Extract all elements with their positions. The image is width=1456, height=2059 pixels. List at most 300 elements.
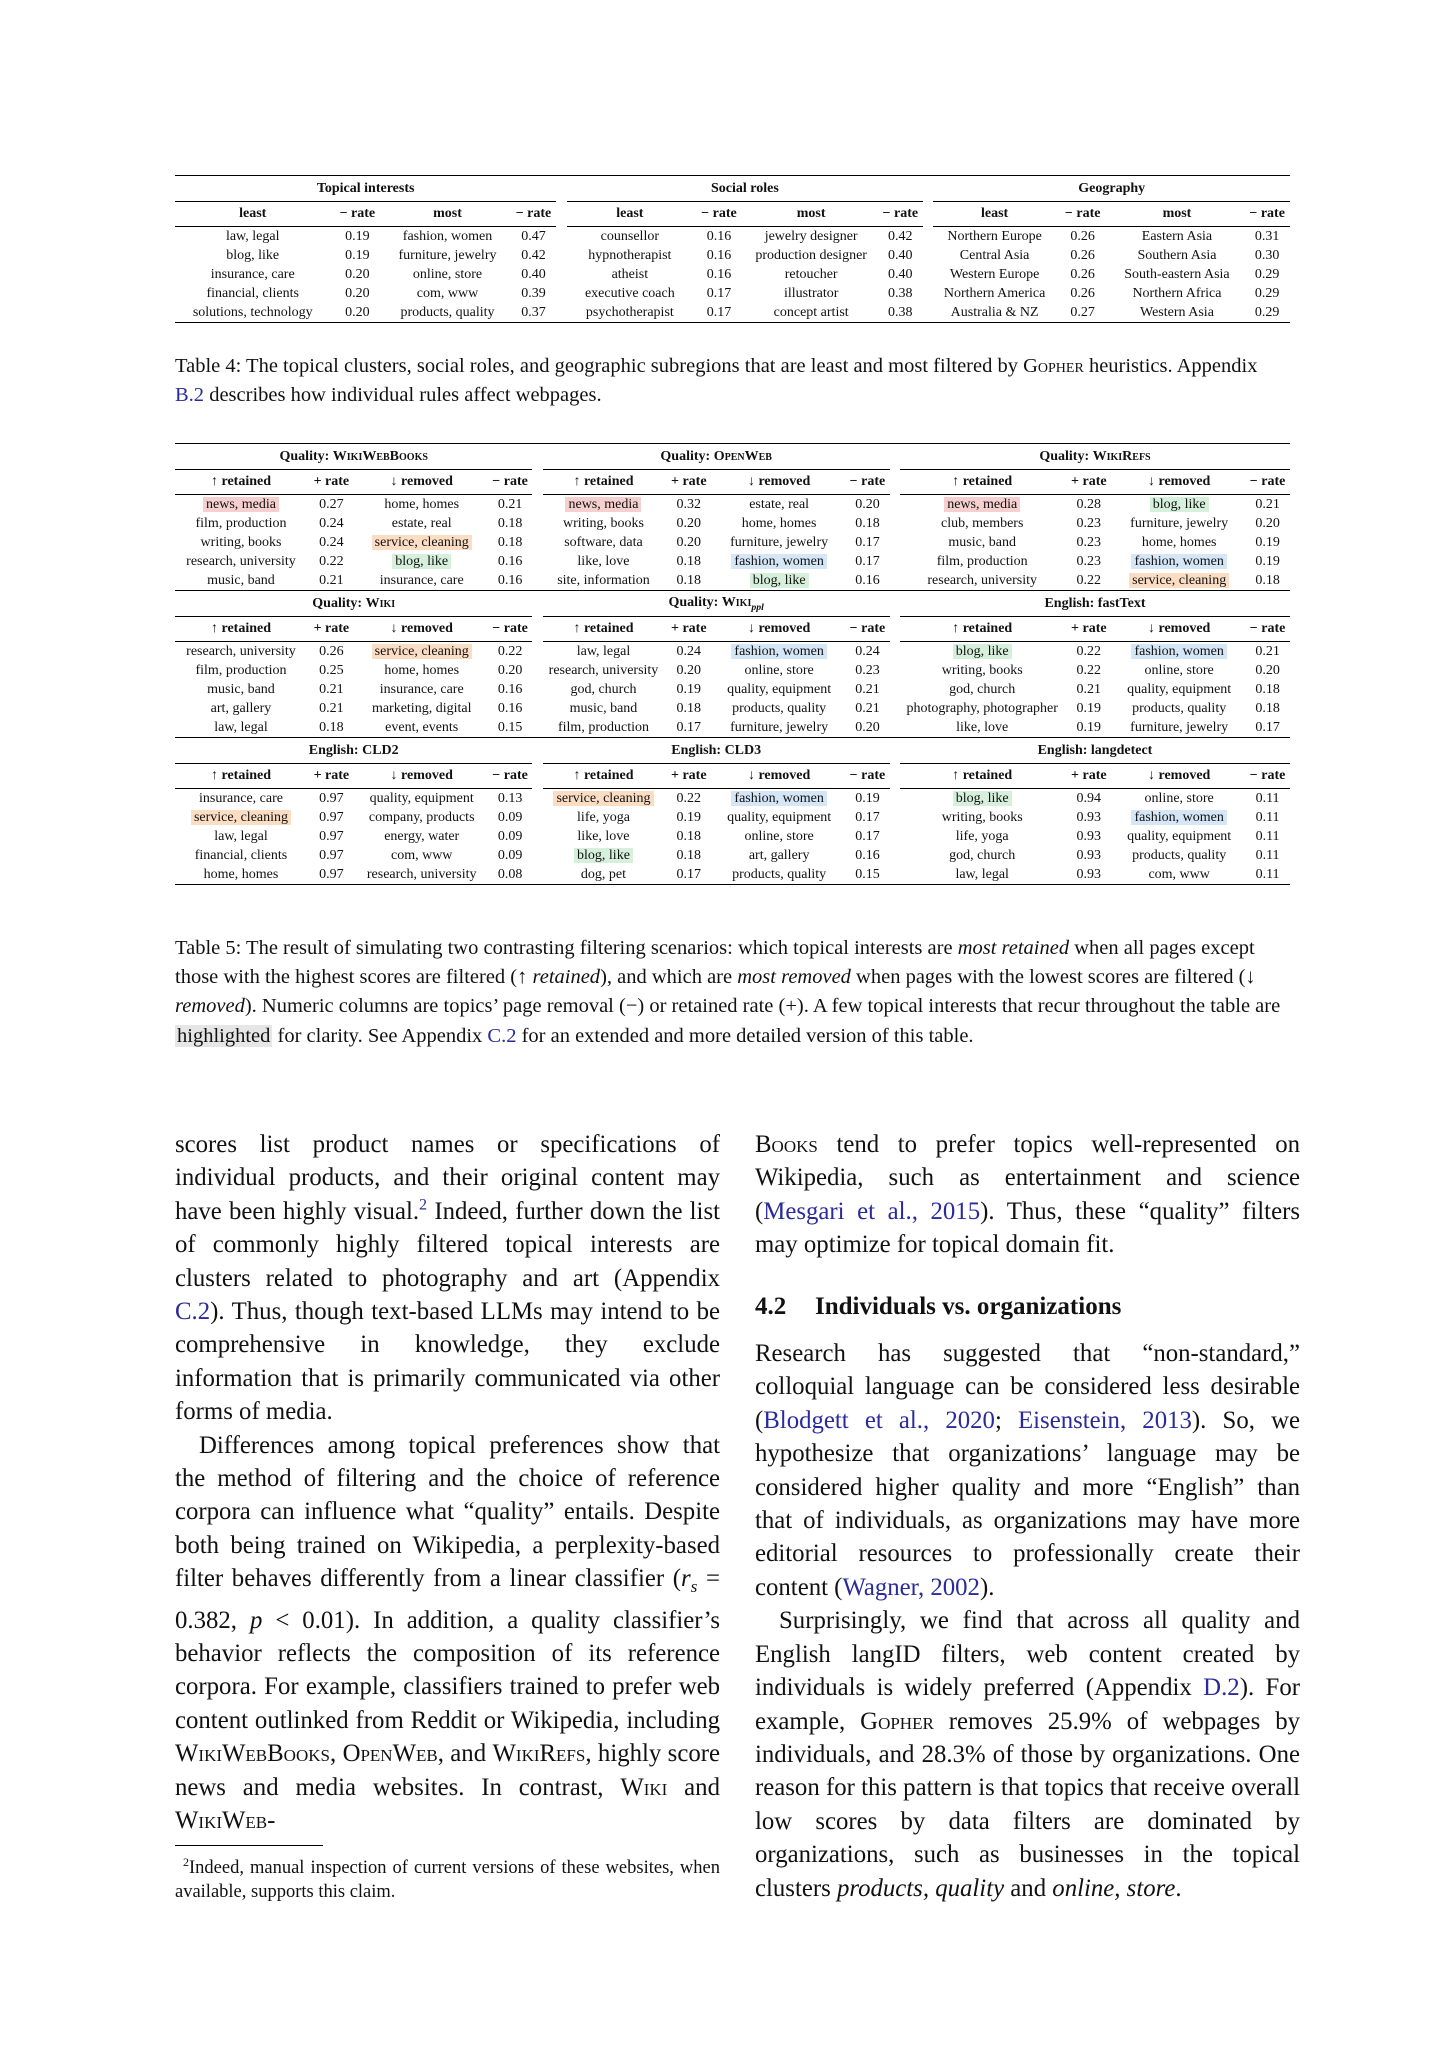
table-cell: insurance, care <box>210 267 295 282</box>
table-cell: furniture, jewelry <box>730 535 829 550</box>
table-cell: energy, water <box>384 829 460 844</box>
table-row <box>175 699 1290 718</box>
table-cell: 0.18 <box>664 571 713 591</box>
table-cell <box>1113 571 1245 591</box>
table5-column-header: − rate <box>1245 764 1290 789</box>
table-row <box>175 571 1290 591</box>
table-cell: 0.15 <box>488 718 533 738</box>
table4-group-title: Social roles <box>567 176 923 202</box>
table-cell: life, yoga <box>577 810 630 825</box>
table-cell: home, homes <box>384 663 460 678</box>
highlighted-topic: news, media <box>944 497 1020 512</box>
citation-link[interactable]: Wagner, 2002 <box>842 1573 980 1601</box>
table-cell: 0.17 <box>855 554 880 569</box>
table-cell: art, gallery <box>748 848 810 863</box>
table-row <box>175 789 1290 809</box>
table-cell <box>1113 552 1245 571</box>
table5-column-header: − rate <box>488 764 533 789</box>
table-cell: 0.93 <box>1064 865 1113 885</box>
table-cell: 0.20 <box>845 718 890 738</box>
table5-column-header: + rate <box>664 617 713 642</box>
table-cell: atheist <box>611 267 649 282</box>
table5-column-header: ↑ retained <box>900 764 1064 789</box>
footnote-number: 2 <box>183 1854 190 1869</box>
table-cell: Western Asia <box>1110 303 1245 323</box>
table-cell: 0.15 <box>845 865 890 885</box>
table4-column-header: − rate <box>1244 202 1290 227</box>
table-cell: com, www <box>1113 865 1245 885</box>
table-cell: estate, real <box>749 497 810 512</box>
table-cell: 0.11 <box>1255 810 1280 825</box>
table-cell: 0.11 <box>1255 848 1280 863</box>
table-cell: 0.19 <box>1255 554 1280 569</box>
table5-column-header: ↓ removed <box>713 764 845 789</box>
table-cell: 0.24 <box>319 516 344 531</box>
caption-text: Table 5: The result of simulating two contrasting filtering scenarios: which topical interests are <box>175 937 958 959</box>
table5-column-header: ↓ removed <box>356 764 488 789</box>
caption-gopher: Gopher <box>1023 355 1084 377</box>
table-cell: 0.21 <box>1255 644 1280 659</box>
table-row <box>175 865 1290 885</box>
table-cell: 0.18 <box>307 718 356 738</box>
footnote-marker[interactable]: 2 <box>419 1196 428 1214</box>
table-cell: online, store <box>744 663 814 678</box>
table-cell <box>900 642 1064 662</box>
table5-column-header: + rate <box>1064 617 1113 642</box>
table5-column-header: − rate <box>488 617 533 642</box>
table5-column-header: ↓ removed <box>713 470 845 495</box>
table-cell: 0.18 <box>676 554 702 569</box>
table-cell: production designer <box>755 248 867 263</box>
table-cell: 0.97 <box>319 791 344 806</box>
table-cell: quality, equipment <box>727 810 832 825</box>
caption-text: when all pages except those with the highest scores are filtered ( <box>175 937 1255 989</box>
table-cell: film, production <box>195 516 287 531</box>
table-cell <box>543 495 665 515</box>
table-cell: research, university <box>356 865 488 885</box>
table-cell: 0.16 <box>706 248 732 263</box>
table-cell: 0.93 <box>1076 829 1102 844</box>
table-cell: jewelry designer <box>764 229 858 244</box>
table5-column-header: + rate <box>307 617 356 642</box>
table-cell: insurance, care <box>356 571 488 591</box>
highlighted-topic: service, cleaning <box>1129 573 1229 588</box>
caption-emph: most removed <box>737 966 851 989</box>
table-cell: insurance, care <box>199 791 283 806</box>
table-cell: writing, books <box>941 810 1023 825</box>
table-cell: 0.20 <box>676 663 702 678</box>
table-cell: like, love <box>577 829 630 844</box>
table-cell: products, quality <box>384 303 510 323</box>
table-cell: 0.11 <box>1245 865 1290 885</box>
table-cell: writing, books <box>200 535 282 550</box>
table-cell: furniture, jewelry <box>1130 516 1229 531</box>
table-cell: 0.11 <box>1255 791 1280 806</box>
caption-text: ). Numeric columns are topics’ page removal (−) or retained rate (+). A few topical interests that recur throughout the table are <box>244 995 1281 1018</box>
table-cell: 0.47 <box>521 229 546 244</box>
table4-column-header: − rate <box>877 202 923 227</box>
table-cell: law, legal <box>175 718 307 738</box>
table-cell: retoucher <box>784 267 838 282</box>
table-cell: 0.22 <box>1076 663 1102 678</box>
table-cell: software, data <box>564 535 643 550</box>
citation-link[interactable]: Blodgett et al., 2020 <box>763 1406 995 1434</box>
table-cell: god, church <box>949 682 1016 697</box>
table-cell: 0.26 <box>1070 267 1095 282</box>
table-cell: 0.22 <box>319 554 344 569</box>
table-cell: photography, photographer <box>906 701 1058 716</box>
table5-column-header: ↑ retained <box>543 764 665 789</box>
table4-column-header: most <box>1110 202 1245 227</box>
table-cell: 0.16 <box>488 571 533 591</box>
highlighted-topic: service, cleaning <box>191 810 291 825</box>
table-cell <box>900 789 1064 809</box>
table5-column-header: ↑ retained <box>900 470 1064 495</box>
table-cell: furniture, jewelry <box>1113 718 1245 738</box>
body-column-left <box>175 1128 720 1837</box>
paragraph: Research has suggested that “non-standard,” colloquial language can be considered less desirable (Blodgett et al., 2020; Eisenstein, 2013). So, we hypothesize that organizations’ language may be considered higher quality and more “English” than that of individuals, as organizations may have more editorial resources to professionally create their content (Wagner, 2002). <box>755 1340 1300 1601</box>
table-cell: Southern Asia <box>1137 248 1217 263</box>
table-cell: hypnotherapist <box>588 248 672 263</box>
appendix-link[interactable]: D.2 <box>1203 1674 1240 1702</box>
table-cell: 0.16 <box>706 267 732 282</box>
table-cell: 0.18 <box>676 701 702 716</box>
table-cell: 0.97 <box>319 829 344 844</box>
table-cell: 0.17 <box>706 286 732 301</box>
table-cell <box>1113 808 1245 827</box>
table-cell: com, www <box>416 286 479 301</box>
table-cell: 0.42 <box>888 229 913 244</box>
table-cell <box>356 642 488 662</box>
table4-group-title: Geography <box>933 176 1290 202</box>
table5-column-header: ↑ retained <box>543 470 665 495</box>
paragraph: Books tend to prefer topics well-represented on Wikipedia, such as entertainment and science (Mesgari et al., 2015). Thus, these “quality” filters may optimize for topical domain fit. <box>755 1131 1300 1259</box>
table-cell: concept artist <box>745 303 878 323</box>
table-cell: site, information <box>543 571 665 591</box>
table-cell: 0.17 <box>664 718 713 738</box>
table-cell: 0.17 <box>1245 718 1290 738</box>
table-cell: 0.29 <box>1254 286 1280 301</box>
table-cell <box>543 846 665 865</box>
table5-column-header: + rate <box>664 764 713 789</box>
highlighted-word: highlighted <box>177 1024 271 1047</box>
table-cell: 0.39 <box>521 286 546 301</box>
table5-column-header: − rate <box>1245 470 1290 495</box>
section-title: Individuals vs. organizations <box>815 1292 1122 1320</box>
table-cell: 0.20 <box>855 497 880 512</box>
table-cell: 0.17 <box>855 535 880 550</box>
table5-column-header: ↑ retained <box>175 617 307 642</box>
table4-column-header: − rate <box>1056 202 1110 227</box>
table-cell: 0.97 <box>319 810 344 825</box>
table-cell: 0.18 <box>1245 571 1290 591</box>
table-cell: 0.97 <box>307 865 356 885</box>
table5-column-header: − rate <box>1245 617 1290 642</box>
table-cell: like, love <box>577 554 630 569</box>
table5-column-header: ↓ removed <box>356 470 488 495</box>
table-cell: 0.26 <box>1070 248 1095 263</box>
table-cell: 0.19 <box>1255 535 1280 550</box>
table-cell: 0.40 <box>888 267 913 282</box>
table-cell: 0.20 <box>330 303 384 323</box>
table5-column-header: ↓ removed <box>713 617 845 642</box>
table-cell: 0.11 <box>1255 829 1280 844</box>
body-column-right <box>755 1128 1300 1905</box>
section-heading <box>755 1290 1300 1323</box>
table-row <box>175 552 1290 571</box>
appendix-link[interactable]: C.2 <box>487 1024 517 1047</box>
table-cell: 0.21 <box>307 571 356 591</box>
table4-column-header: least <box>175 202 330 227</box>
table-cell: research, university <box>900 571 1064 591</box>
table-cell <box>175 808 307 827</box>
table5-block-title: Quality: WikiRefs <box>900 444 1290 470</box>
table-cell: products, quality <box>1132 701 1227 716</box>
table4-column-header: − rate <box>511 202 557 227</box>
citation-link[interactable]: Eisenstein, 2013 <box>1018 1406 1192 1434</box>
table-cell: 0.16 <box>706 229 732 244</box>
table-cell: Australia & NZ <box>933 303 1055 323</box>
table-cell: 0.38 <box>877 303 923 323</box>
table-cell: club, members <box>940 516 1024 531</box>
table4-column-header: − rate <box>330 202 384 227</box>
table5-column-header: + rate <box>307 470 356 495</box>
table-cell: 0.09 <box>497 848 523 863</box>
table-cell: 0.37 <box>511 303 557 323</box>
table-cell: 0.26 <box>1070 229 1095 244</box>
table-row <box>175 846 1290 865</box>
highlighted-topic: fashion, women <box>1131 810 1226 825</box>
table-cell: 0.24 <box>319 535 344 550</box>
table-cell: 0.18 <box>497 535 523 550</box>
table-cell: 0.18 <box>1255 701 1280 716</box>
table-cell: 0.22 <box>1076 644 1102 659</box>
table-cell: 0.17 <box>855 810 880 825</box>
table5-block-title: English: fastText <box>900 591 1290 617</box>
table-cell: 0.21 <box>855 682 880 697</box>
table-cell: 0.20 <box>676 535 702 550</box>
table-cell <box>713 789 845 809</box>
table-cell: 0.22 <box>676 791 702 806</box>
table-cell: products, quality <box>1132 848 1227 863</box>
footnote <box>175 1856 720 1904</box>
caption-emph: ↓ removed <box>175 966 1256 1018</box>
table-cell: psychotherapist <box>567 303 693 323</box>
table-cell: 0.18 <box>497 516 523 531</box>
table4-column-header: least <box>567 202 693 227</box>
highlighted-topic: blog, like <box>574 848 633 863</box>
table-cell: company, products <box>368 810 475 825</box>
table-cell: Northern Africa <box>1132 286 1222 301</box>
table-cell: 0.19 <box>345 229 370 244</box>
table-cell: online, store <box>412 267 483 282</box>
highlighted-topic: service, cleaning <box>372 644 472 659</box>
table-cell: products, quality <box>713 865 845 885</box>
table-cell: 0.18 <box>855 516 880 531</box>
table5-column-header: − rate <box>845 764 890 789</box>
table-cell: 0.23 <box>1076 554 1102 569</box>
table-row <box>175 661 1290 680</box>
table-cell: film, production <box>936 554 1028 569</box>
table-cell: marketing, digital <box>371 701 472 716</box>
table-cell <box>713 552 845 571</box>
highlighted-topic: blog, like <box>750 573 809 588</box>
table-cell: furniture, jewelry <box>713 718 845 738</box>
table-cell: 0.18 <box>1255 682 1280 697</box>
highlighted-topic: fashion, women <box>1131 644 1226 659</box>
table-cell: music, band <box>175 571 307 591</box>
table5-column-header: − rate <box>488 470 533 495</box>
appendix-link[interactable]: C.2 <box>175 1298 211 1326</box>
table-cell: 0.26 <box>319 644 344 659</box>
table-cell: 0.21 <box>1255 497 1280 512</box>
table-cell: event, events <box>356 718 488 738</box>
table-cell: 0.18 <box>676 829 702 844</box>
highlighted-topic: news, media <box>565 497 641 512</box>
table-cell: online, store <box>744 829 814 844</box>
table4-group-title: Topical interests <box>175 176 556 202</box>
table-row <box>175 284 1290 303</box>
table-cell: law, legal <box>576 644 631 659</box>
highlighted-topic: service, cleaning <box>372 535 472 550</box>
table-cell: 0.29 <box>1244 303 1290 323</box>
table-cell: music, band <box>569 701 638 716</box>
table-cell: 0.19 <box>345 248 370 263</box>
table5-block-title: Quality: Wiki <box>175 591 532 617</box>
table-row <box>175 642 1290 662</box>
table-cell: Western Europe <box>949 267 1040 282</box>
table-cell: 0.21 <box>1076 682 1102 697</box>
table-cell: research, university <box>186 554 296 569</box>
paragraph: Surprisingly, we find that across all quality and English langID filters, web content created by individuals is widely preferred (Appendix D.2). For example, Gopher removes 25.9% of webpages by individuals, and 28.3% of those by organizations. One reason for this pattern is that topics that receive overall low scores by data filters are dominated by organizations, such as businesses in the topical clusters products, quality and online, store. <box>755 1607 1300 1902</box>
footnote-text: Indeed, manual inspection of current versions of these websites, when available, supports this claim. <box>175 1858 720 1902</box>
table-cell: quality, equipment <box>727 682 832 697</box>
highlighted-topic: blog, like <box>953 791 1012 806</box>
table-cell <box>1113 642 1245 662</box>
table-cell: 0.30 <box>1254 248 1280 263</box>
table-4-caption <box>175 352 1290 410</box>
table-cell: 0.20 <box>497 663 523 678</box>
table5-column-header: ↓ removed <box>1113 617 1245 642</box>
table5-column-header: − rate <box>845 617 890 642</box>
table-cell: 0.13 <box>497 791 523 806</box>
table5-column-header: ↑ retained <box>900 617 1064 642</box>
table-cell: fashion, women <box>402 229 493 244</box>
table-cell: quality, equipment <box>369 791 474 806</box>
table-cell: 0.19 <box>855 791 880 806</box>
table-cell: 0.21 <box>855 701 880 716</box>
table-cell: products, quality <box>732 701 827 716</box>
table-cell: 0.16 <box>497 701 523 716</box>
table-cell: counsellor <box>600 229 659 244</box>
table5-column-header: + rate <box>664 470 713 495</box>
table-cell <box>713 642 845 662</box>
table-cell <box>543 789 665 809</box>
table4-column-header: most <box>384 202 510 227</box>
table-cell: South-eastern Asia <box>1124 267 1230 282</box>
table-cell: god, church <box>949 848 1016 863</box>
caption-text: when pages with the lowest scores are filtered ( <box>850 966 1246 989</box>
table-cell: 0.38 <box>888 286 913 301</box>
table-cell: writing, books <box>563 516 644 531</box>
table-cell: 0.24 <box>676 644 702 659</box>
table-cell: law, legal <box>214 829 268 844</box>
table-row <box>175 718 1290 738</box>
table-cell: insurance, care <box>379 682 464 697</box>
table5-block-title: Quality: WikiWebBooks <box>175 444 532 470</box>
table-cell: life, yoga <box>955 829 1009 844</box>
table-cell: 0.20 <box>676 516 702 531</box>
highlighted-topic: fashion, women <box>1131 554 1226 569</box>
table-row <box>175 246 1290 265</box>
highlighted-topic: fashion, women <box>731 791 826 806</box>
table-cell: 0.23 <box>1076 535 1102 550</box>
table5-column-header: ↑ retained <box>175 764 307 789</box>
caption-text: ), and which are <box>600 966 738 989</box>
table5-block-title: English: langdetect <box>900 738 1290 764</box>
table-row <box>175 495 1290 515</box>
table-cell: law, legal <box>225 229 280 244</box>
highlighted-topic: service, cleaning <box>553 791 653 806</box>
highlighted-topic: fashion, women <box>731 554 826 569</box>
table-cell: home, homes <box>741 516 817 531</box>
table-cell <box>356 533 488 552</box>
table-cell: 0.25 <box>319 663 344 678</box>
table-cell: music, band <box>207 682 275 697</box>
table-cell: 0.19 <box>676 682 702 697</box>
appendix-link[interactable]: B.2 <box>175 384 205 406</box>
table-cell: 0.31 <box>1254 229 1280 244</box>
table-cell: 0.23 <box>1076 516 1102 531</box>
table-cell: Eastern Asia <box>1141 229 1213 244</box>
table5-block-title: Quality: Wiki$_{ppl}$ <box>543 591 890 617</box>
table-cell: 0.23 <box>855 663 880 678</box>
caption-text: for an extended and more detailed version of this table. <box>516 1024 974 1047</box>
table-cell: 0.21 <box>497 497 523 512</box>
table-cell: film, production <box>543 718 665 738</box>
table-cell: 0.17 <box>855 829 880 844</box>
table-cell: quality, equipment <box>1127 829 1232 844</box>
caption-text: Table 4: The topical clusters, social roles, and geographic subregions that are least and most filtered by <box>175 355 1024 377</box>
table-cell: financial, clients <box>194 848 288 863</box>
caption-text: describes how individual rules affect webpages. <box>204 384 602 406</box>
table4-column-header: most <box>745 202 878 227</box>
table-cell: research, university <box>548 663 659 678</box>
table-cell: 0.29 <box>1254 267 1280 282</box>
table-cell: 0.18 <box>676 848 702 863</box>
table5-block-title: Quality: OpenWeb <box>543 444 890 470</box>
table-cell: 0.09 <box>497 829 523 844</box>
table-cell: writing, books <box>941 663 1023 678</box>
table-cell: 0.19 <box>1064 718 1113 738</box>
table-row <box>175 827 1290 846</box>
table-cell: 0.24 <box>855 644 880 659</box>
table-cell: 0.22 <box>1064 571 1113 591</box>
highlighted-topic: news, media <box>203 497 279 512</box>
table5-column-header: − rate <box>845 470 890 495</box>
table-cell: 0.32 <box>676 497 702 512</box>
table-cell: home, homes <box>1141 535 1217 550</box>
citation-link[interactable]: Mesgari et al., 2015 <box>763 1197 981 1225</box>
table-cell: Northern Europe <box>947 229 1042 244</box>
table-cell: 0.16 <box>497 682 523 697</box>
table-row <box>175 533 1290 552</box>
table-cell <box>1113 495 1245 515</box>
table-cell: research, university <box>186 644 296 659</box>
table-row <box>175 303 1290 323</box>
table-cell: 0.20 <box>345 267 370 282</box>
table-4 <box>175 175 1290 323</box>
